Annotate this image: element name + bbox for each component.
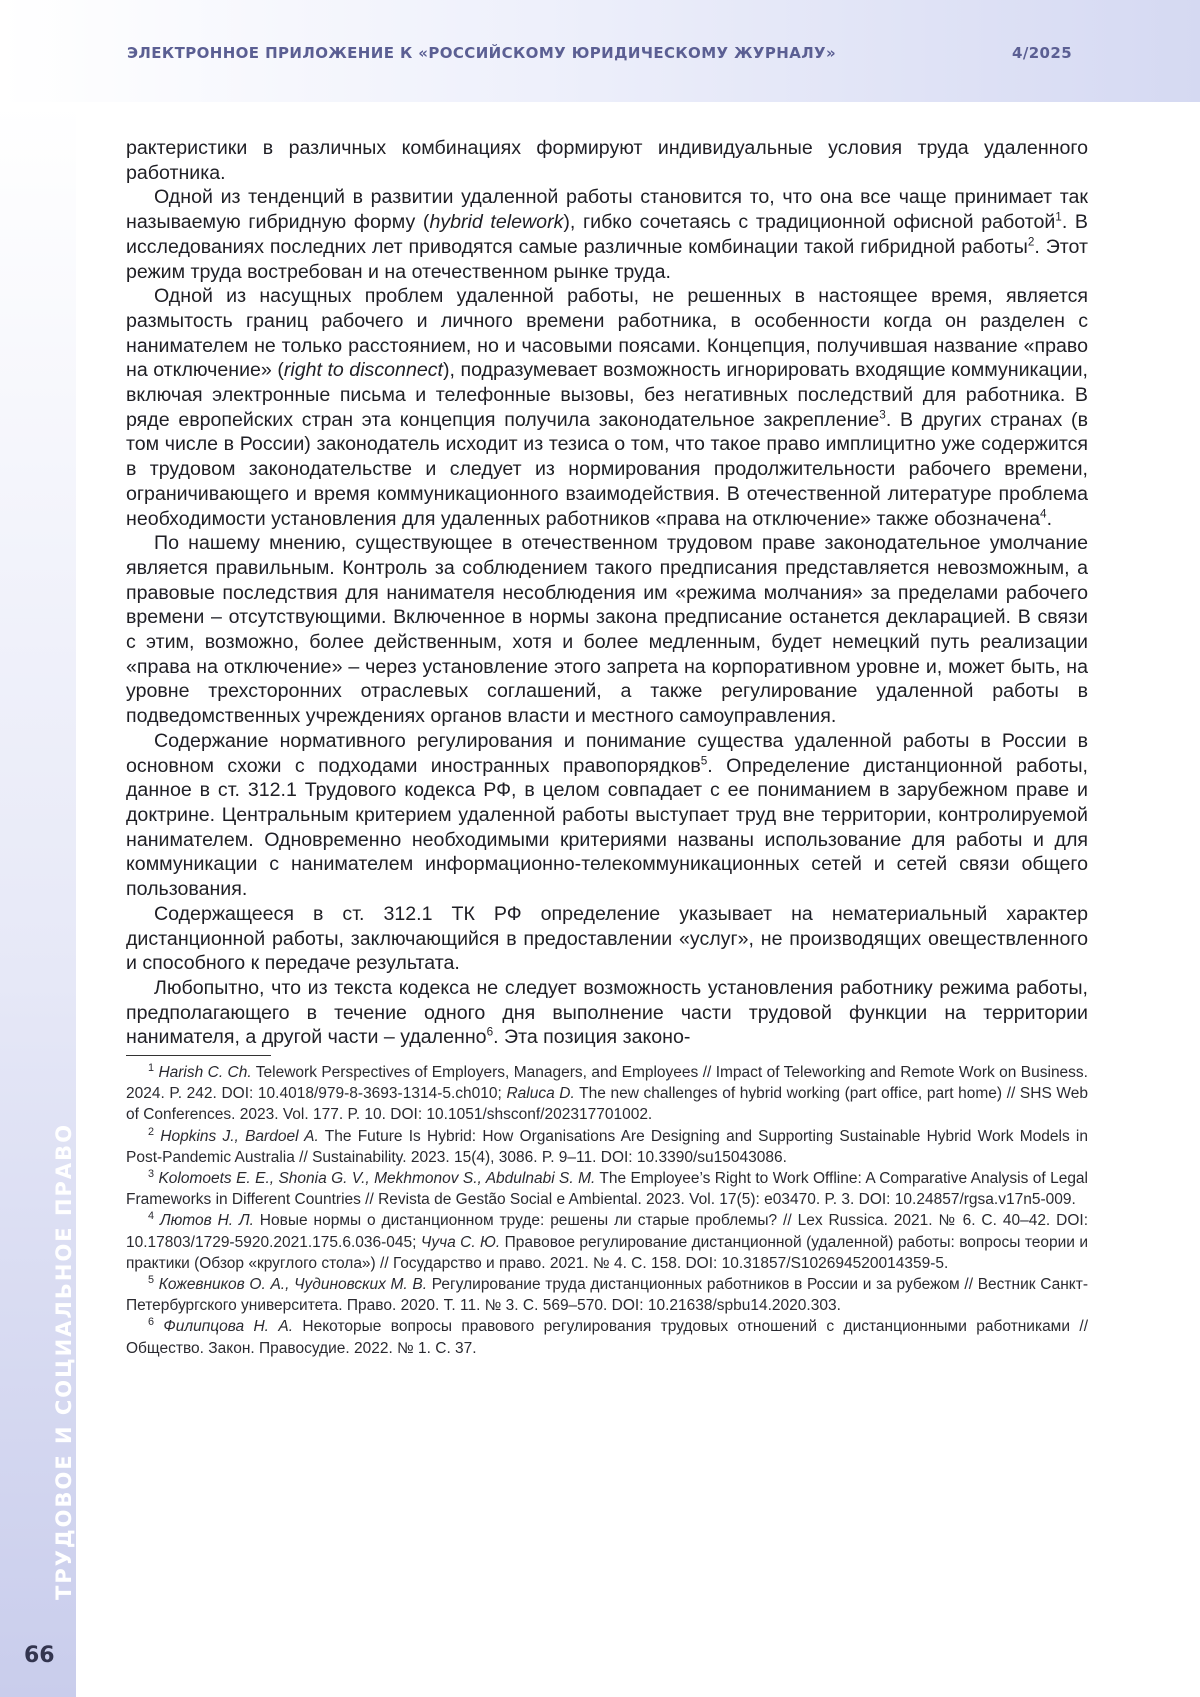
article-body [126,136,1088,1359]
footnote-text: Правовое регулирование дистанционной (удаленной) работы: вопросы теории и практики (Обзор «круглого стола») // Государство и право. 2021. № 4. С. 158. DOI: 10.31857/S102694520014359-5. [126,1233,1089,1272]
paragraph-5: Содержание нормативного регулирования и понимание существа удаленной работы в России в основном схожи с подходами иностранных правопорядков$^5$. Определение дистанционной работы, данное в ст. 312.1 Трудового кодекса РФ, в целом совпадает с ее пониманием в зарубежном праве и доктрине. Центральным критерием удаленной работы выступает труд вне территории, контролируемой нанимателем. Одновременно необходимыми критериями названы использование для работы и для коммуникации с нанимателем информационно-телекоммуникационных сетей и сетей связи общего пользования. [126,729,1088,901]
footnote-author: Harish C. Ch. [158,1064,252,1082]
footnote-number: 3 [148,1167,155,1180]
footnote-text: The Employee’s Right to Work Offline: A Comparative Analysis of Legal Frameworks in Different Countries // Revista de Gestão Social e Ambiental. 2023. Vol. 17(5): e03470. P. 3. DOI: 10.24857/rgsa.v17n5-009. [126,1170,1088,1209]
footnote-number: 6 [148,1316,155,1329]
paragraph-4: По нашему мнению, существующее в отечественном трудовом праве законодательное умолчание является правильным. Контроль за соблюдением такого предписания представляется невозможным, а правовые последствия для нанимателя несоблюдения им «режима молчания» за пределами рабочего времени – отсутствующими. Включенное в нормы закона предписание останется декларацией. В связи с этим, возможно, более действенным, хотя и более медленным, будет немецкий путь реализации «права на отключение» – через установление этого запрета на корпоративном уровне и, может быть, на уровне трехсторонних отраслевых соглашений, а также регулирование удаленной работы в подведомственных учреждениях органов власти и местного самоуправления. [126,532,1088,728]
term-hybrid-telework: hybrid telework [429,211,564,234]
footnote-ref-4[interactable]: 4 [1040,507,1047,521]
footnote-number: 5 [148,1273,155,1286]
footnotes [126,1062,1088,1359]
footnote-1 [126,1062,1088,1126]
paragraph-2: Одной из тенденций в развитии удаленной работы становится то, что она все чаще принимает так называемую гибридную форму (hybrid telework), гибко сочетаясь с традиционной офисной работой$^1$. В исследованиях последних лет приводятся самые различные комбинации такой гибридной работы$^2$. Этот режим труда востребован и на отечественном рынке труда. [126,186,1088,283]
footnote-5 [126,1274,1088,1316]
footnote-author: Чуча С. Ю. [420,1233,501,1251]
footnote-ref-3[interactable]: 3 [879,408,886,422]
footnote-text: The Future Is Hybrid: How Organisations Are Designing and Supporting Sustainable Hybrid Work Models in Post-Pandemic Australia // Sustainability. 2023. 15(4), 3086. P. 9–11. DOI: 10.3390/su15043086. [126,1127,1088,1166]
footnote-number: 2 [148,1125,155,1138]
footnote-6 [126,1316,1088,1358]
page-number: 66 [24,1643,55,1668]
term-right-to-disconnect: right to disconnect [283,359,443,382]
journal-title: ЭЛЕКТРОННОЕ ПРИЛОЖЕНИЕ К «РОССИЙСКОМУ ЮРИДИЧЕСКОМУ ЖУРНАЛУ» [127,44,837,62]
footnote-text: Новые нормы о дистанционном труде: решены ли старые проблемы? // Lex Russica. 2021. № 6. С. 40–42. DOI: 10.17803/1729-5920.2021.175.6.036-045; [126,1212,1089,1251]
paragraph-3: Одной из насущных проблем удаленной работы, не решенных в настоящее время, является размытость границ рабочего и личного времени работника, в особенности когда он разделен с нанимателем не только расстоянием, но и часовыми поясами. Концепция, получившая название «право на отключение» (right to disconnect), подразумевает возможность игнорировать входящие коммуникации, включая электронные письма и телефонные вызовы, без негативных последствий для работника. В ряде европейских стран эта концепция получила законодательное закрепление$^3$. В других странах (в том числе в России) законодатель исходит из тезиса о том, что такое право имплицитно уже содержится в трудовом законодательстве и следует из нормирования продолжительности рабочего времени, ограничивающего и время коммуникационного взаимодействия. В отечественной литературе проблема необходимости установления для удаленных работников «права на отключение» также обозначена$^4$. [126,285,1088,530]
footnote-4 [126,1210,1088,1274]
footnote-author: Лютов Н. Л. [159,1212,254,1230]
paragraph-1: рактеристики в различных комбинациях формируют индивидуальные условия труда удаленного работника. [126,137,1088,184]
footnote-ref-6[interactable]: 6 [486,1025,494,1039]
footnote-2 [126,1126,1088,1168]
footnote-divider [126,1055,271,1056]
section-title: ТРУДОВОЕ И СОЦИАЛЬНОЕ ПРАВО [52,1122,76,1600]
paragraph-7: Любопытно, что из текста кодекса не следует возможность установления работнику режима работы, предполагающего в течение одного дня выполнение части трудовой функции на территории нанимателя, а другой части – удаленно$^6$. Эта позиция законо- [126,976,1088,1049]
footnote-ref-5[interactable]: 5 [700,754,708,768]
footnote-3 [126,1168,1088,1210]
footnote-author: Kolomoets E. E., Shonia G. V., Mekhmonov S., Abdulnabi S. M. [158,1170,596,1188]
footnote-text: Telework Perspectives of Employers, Managers, and Employees // Impact of Teleworking and Remote Work on Business. 2024. P. 242. DOI: 10.4018/979-8-3693-1314-5.ch010; [126,1064,1088,1103]
paragraph-6: Содержащееся в ст. 312.1 ТК РФ определение указывает на нематериальный характер дистанционной работы, заключающийся в предоставлении «услуг», не производящих овеществленного и способного к передаче результата. [126,902,1088,975]
footnote-author: Hopkins J., Bardoel A. [160,1127,319,1145]
footnote-author: Кожевников О. А., Чудиновских М. В. [158,1276,428,1294]
footnote-ref-2[interactable]: 2 [1027,235,1035,249]
footnote-ref-1[interactable]: 1 [1055,210,1062,224]
footnote-text: Регулирование труда дистанционных работников в России и за рубежом // Вестник Санкт-Петербургского университета. Право. 2020. Т. 11. № 3. С. 569–570. DOI: 10.21638/spbu14.2020.303. [126,1276,1088,1315]
footnote-number: 1 [148,1061,155,1074]
footnote-text: The new challenges of hybrid working (part office, part home) // SHS Web of Conferences. 2023. Vol. 177. P. 10. DOI: 10.1051/shsconf/202317701002. [126,1085,1089,1124]
footnote-author: Raluca D. [506,1085,575,1103]
footnote-author: Филипцова Н. А. [163,1318,294,1336]
issue-number: 4/2025 [1012,44,1073,62]
footnote-text: Некоторые вопросы правового регулирования трудовых отношений с дистанционными работниками // Общество. Закон. Правосудие. 2022. № 1. С. 37. [126,1318,1088,1357]
footnote-number: 4 [148,1210,155,1223]
